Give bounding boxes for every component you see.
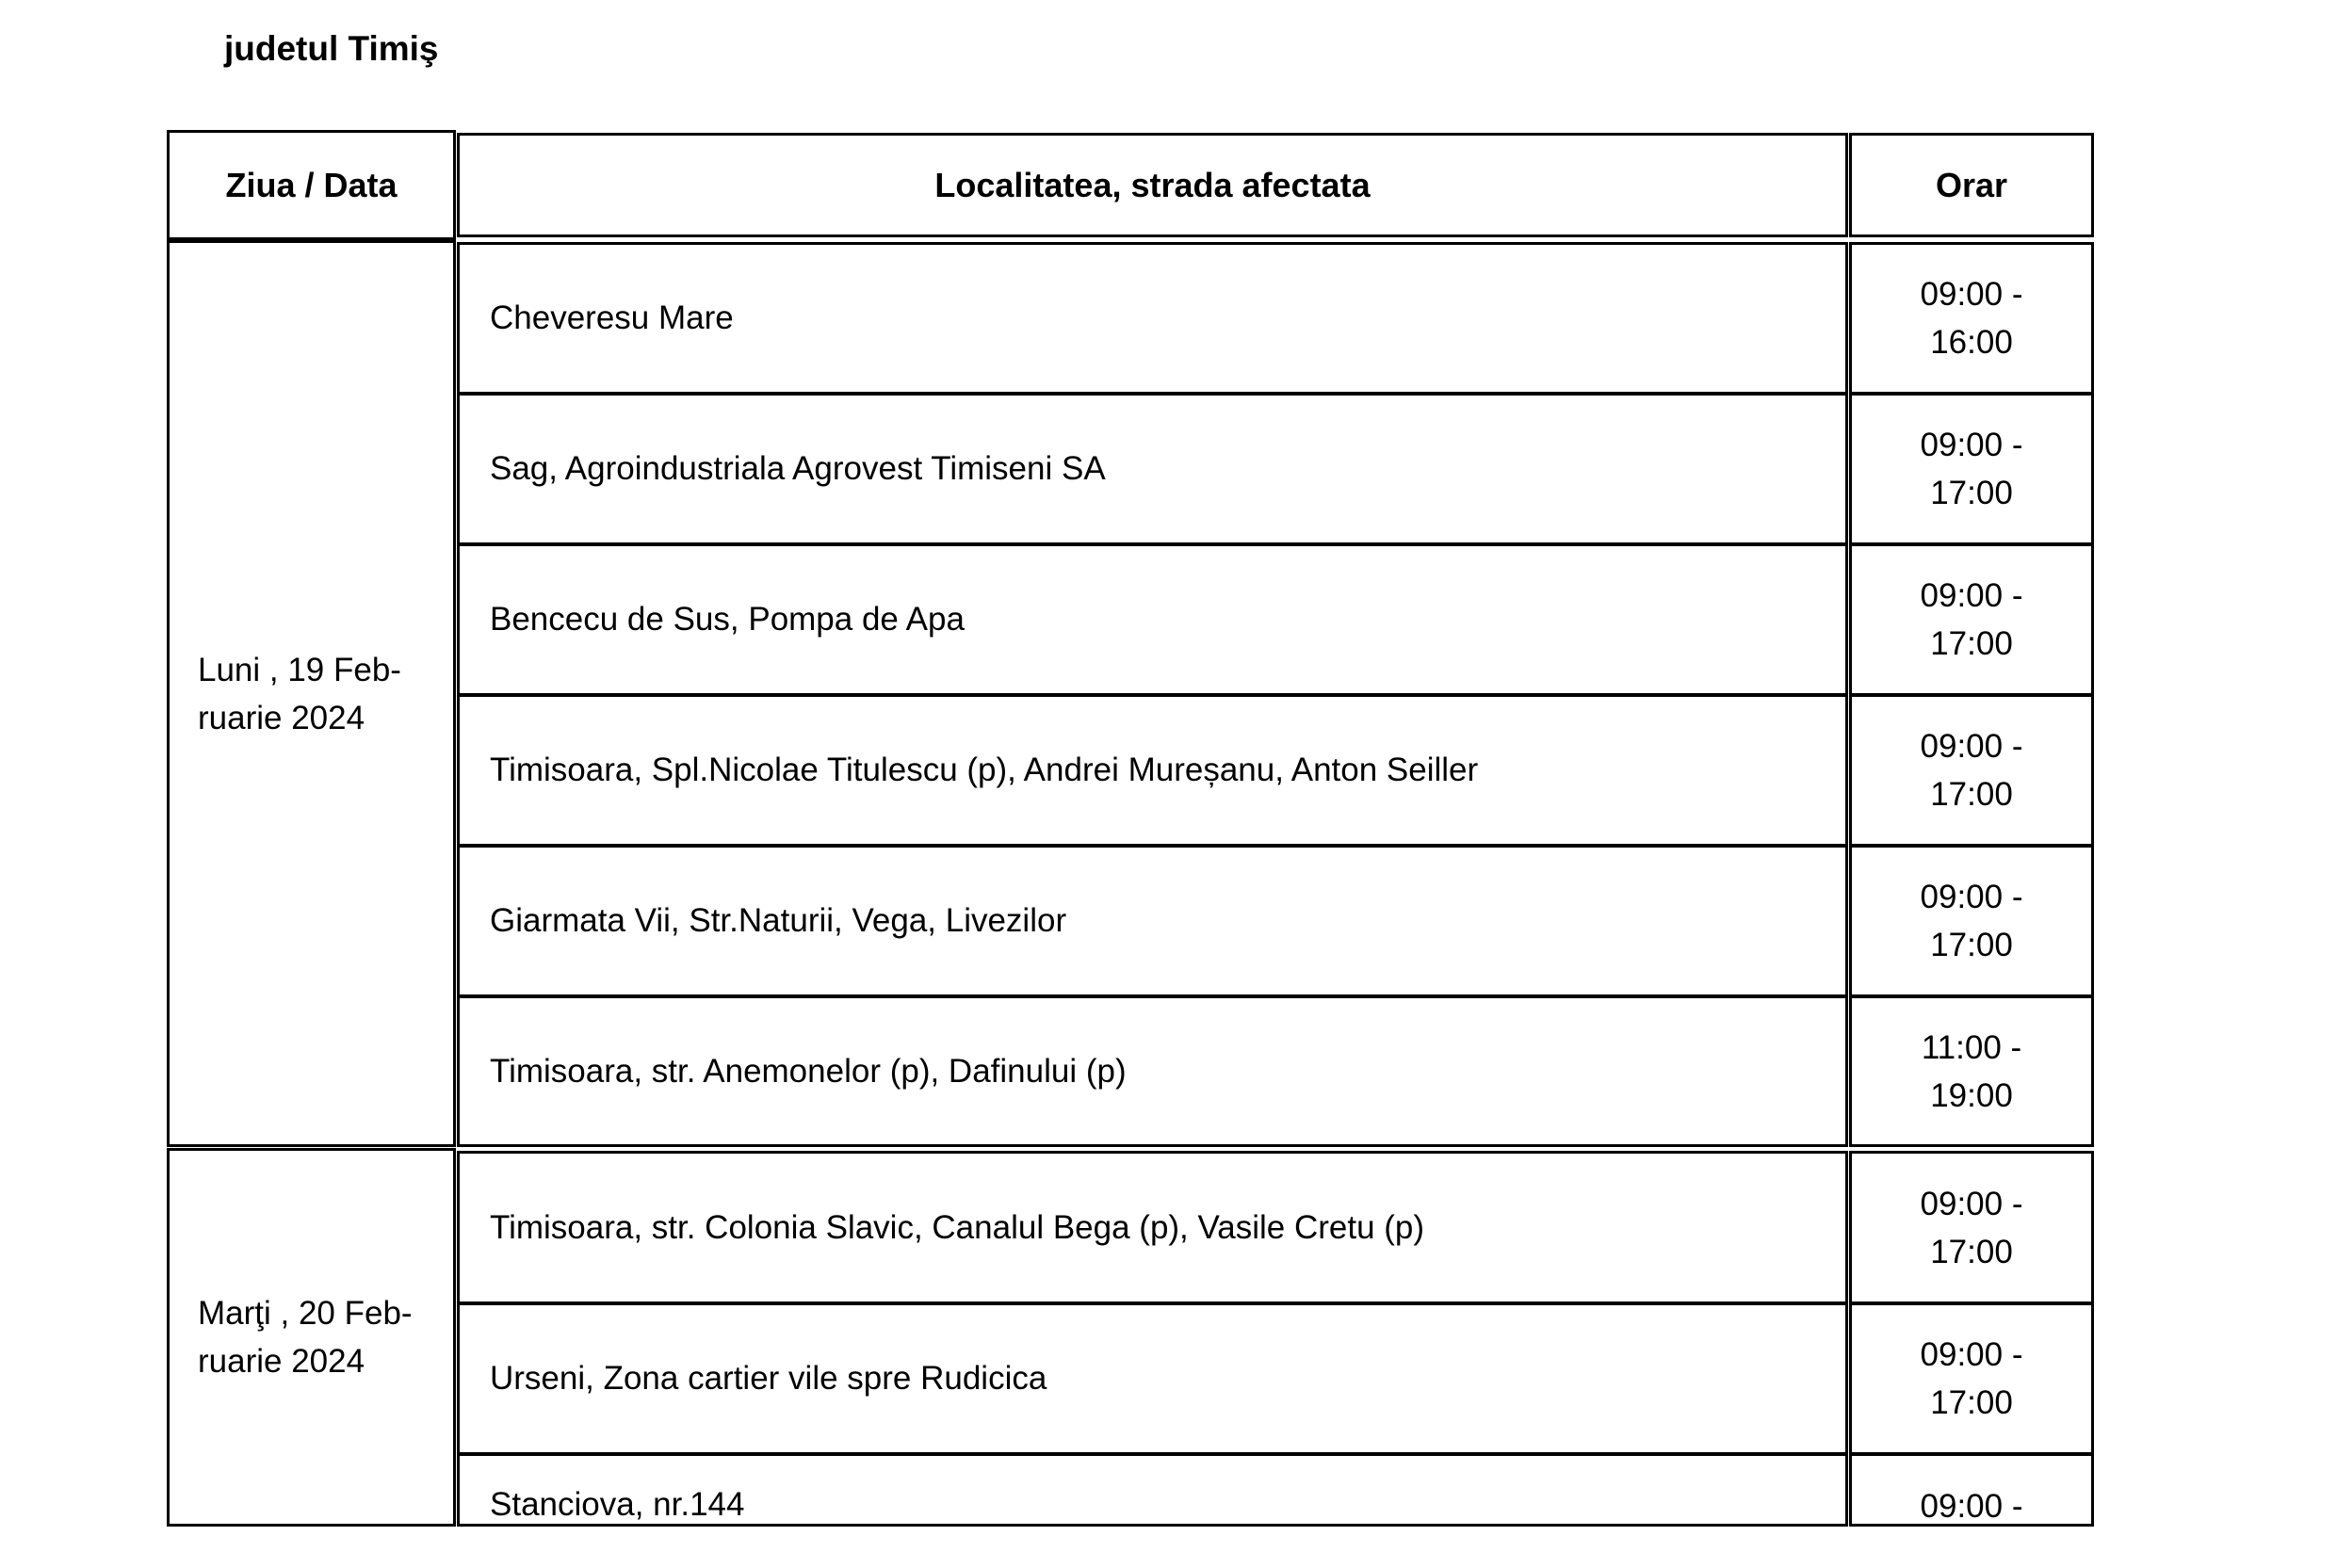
table-row-location xyxy=(457,242,1848,395)
schedule-start: 09:00 - xyxy=(1920,879,2023,915)
location-text: Giarmata Vii, Str.Naturii, Vega, Livezilor xyxy=(490,902,1067,939)
day-label-monday xyxy=(198,646,443,742)
table-row-schedule xyxy=(1849,242,2094,395)
table-row-schedule xyxy=(1849,543,2094,696)
schedule-end: 16:00 xyxy=(1930,324,2013,361)
day-line: ruarie 2024 xyxy=(198,699,365,736)
day-cell-monday xyxy=(167,240,456,1147)
table-row-schedule xyxy=(1849,393,2094,545)
table-row-location xyxy=(457,694,1848,847)
header-schedule-cell xyxy=(1849,133,2094,237)
location-text: Timisoara, str. Colonia Slavic, Canalul Bega (p), Vasile Cretu (p) xyxy=(490,1208,1425,1246)
table-row-schedule xyxy=(1849,1453,2094,1527)
location-text: Cheveresu Mare xyxy=(490,299,734,336)
schedule-end: 17:00 xyxy=(1930,625,2013,662)
table-row-schedule xyxy=(1849,845,2094,997)
table-row-location xyxy=(457,1151,1848,1304)
location-text: Stanciova, nr.144 xyxy=(490,1486,745,1523)
location-text: Bencecu de Sus, Pompa de Apa xyxy=(490,601,965,638)
schedule-start: 11:00 - xyxy=(1921,1028,2022,1066)
schedule-start: 09:00 - xyxy=(1920,1336,2023,1373)
schedule-end: 17:00 xyxy=(1930,1384,2013,1421)
page-heading: judetul Timiş xyxy=(224,29,439,68)
header-schedule-label: Orar xyxy=(1935,165,2008,204)
location-text: Sag, Agroindustriala Agrovest Timiseni SA xyxy=(490,450,1106,487)
table-row-schedule xyxy=(1849,694,2094,847)
schedule-start: 09:00 - xyxy=(1920,427,2023,463)
day-line: Luni , 19 Feb- xyxy=(198,651,401,688)
day-cell-tuesday xyxy=(167,1148,456,1527)
schedule-end: 17:00 xyxy=(1930,776,2013,813)
table-row-schedule xyxy=(1849,1302,2094,1455)
table-row-location xyxy=(457,393,1848,545)
location-text: Urseni, Zona cartier vile spre Rudicica xyxy=(490,1360,1047,1397)
table-row-schedule xyxy=(1849,995,2094,1147)
schedule-end: 17:00 xyxy=(1930,927,2013,963)
header-location-label: Localitatea, strada afectata xyxy=(934,165,1371,204)
header-day-label: Ziua / Data xyxy=(225,165,398,204)
header-day-cell xyxy=(167,130,456,240)
table-row-schedule xyxy=(1849,1151,2094,1304)
table-row-location xyxy=(457,1453,1848,1527)
day-line: ruarie 2024 xyxy=(198,1343,365,1380)
day-line: Marţi , 20 Feb- xyxy=(198,1295,413,1332)
table-row-location xyxy=(457,845,1848,997)
table-row-location xyxy=(457,543,1848,696)
schedule-end: 19:00 xyxy=(1930,1076,2013,1114)
location-text: Timisoara, str. Anemonelor (p), Dafinului (p) xyxy=(490,1052,1127,1090)
schedule-start: 09:00 - xyxy=(1920,728,2023,765)
table-row-location xyxy=(457,995,1848,1147)
schedule-start: 09:00 - xyxy=(1920,1185,2023,1222)
schedule-start: 09:00 - xyxy=(1920,577,2023,614)
table-row-location xyxy=(457,1302,1848,1455)
schedule-end: 17:00 xyxy=(1930,1233,2013,1270)
schedule-end: 17:00 xyxy=(1930,475,2013,511)
schedule-start: 09:00 - xyxy=(1920,276,2023,313)
day-label-tuesday xyxy=(198,1289,443,1385)
schedule-start: 09:00 - xyxy=(1920,1488,2023,1525)
header-location-cell xyxy=(457,133,1848,237)
location-text: Timisoara, Spl.Nicolae Titulescu (p), Andrei Mureșanu, Anton Seiller xyxy=(490,752,1479,788)
